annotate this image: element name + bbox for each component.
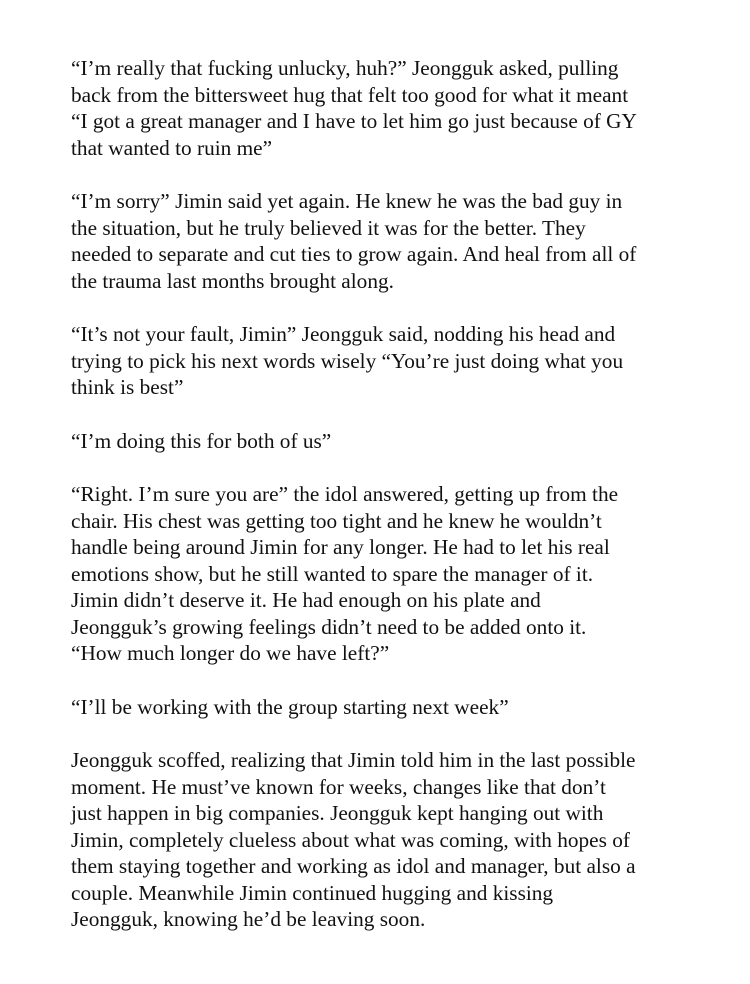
text-line: that wanted to ruin me” (71, 135, 273, 160)
text-line: Jeongguk, knowing he’d be leaving soon. (71, 907, 426, 931)
text-line: handle being around Jimin for any longer. He had to let his real (71, 535, 610, 559)
text-line: Jeongguk scoffed, realizing that Jimin told him in the last possible (71, 748, 636, 772)
text-line: Jeongguk’s growing feelings didn’t need to be added onto it. (71, 614, 587, 639)
text-line: moment. He must’ve known for weeks, changes like that don’t (71, 774, 606, 799)
paragraph-7 (71, 747, 711, 933)
text-line: back from the bittersweet hug that felt too good for what it meant (71, 82, 629, 107)
text-line: “I’m doing this for both of us” (71, 428, 332, 453)
paragraph-6 (71, 694, 711, 721)
text-line: trying to pick his next words wisely “You’re just doing what you (71, 348, 624, 373)
document-page (71, 55, 711, 960)
text-line: “How much longer do we have left?” (71, 641, 390, 665)
text-line: “It’s not your fault, Jimin” Jeongguk said, nodding his head and (71, 322, 616, 346)
text-line: “I got a great manager and I have to let him go just because of GY (71, 109, 637, 133)
paragraph-3 (71, 321, 711, 401)
text-line: “I’m sorry” Jimin said yet again. He knew he was the bad guy in (71, 189, 623, 213)
paragraph-1 (71, 55, 711, 161)
paragraph-4 (71, 428, 711, 455)
text-line: just happen in big companies. Jeongguk kept hanging out with (71, 801, 604, 825)
text-line: the trauma last months brought along. (71, 268, 394, 293)
text-line: needed to separate and cut ties to grow again. And heal from all of (71, 242, 637, 266)
text-line: emotions show, but he still wanted to spare the manager of it. (71, 561, 594, 586)
text-line: “I’m really that fucking unlucky, huh?” Jeongguk asked, pulling (71, 56, 619, 80)
text-line: think is best” (71, 375, 184, 399)
text-line: chair. His chest was getting too tight and he knew he wouldn’t (71, 508, 602, 533)
text-line: “I’ll be working with the group starting next week” (71, 694, 509, 719)
text-line: “Right. I’m sure you are” the idol answered, getting up from the (71, 482, 619, 506)
text-line: them staying together and working as idol and manager, but also a (71, 854, 636, 878)
text-line: Jimin didn’t deserve it. He had enough on his plate and (71, 588, 541, 612)
paragraph-5 (71, 481, 711, 667)
text-line: couple. Meanwhile Jimin continued hugging and kissing (71, 880, 554, 905)
text-line: the situation, but he truly believed it was for the better. They (71, 215, 586, 240)
paragraph-2 (71, 188, 711, 294)
text-line: Jimin, completely clueless about what was coming, with hopes of (71, 827, 630, 852)
